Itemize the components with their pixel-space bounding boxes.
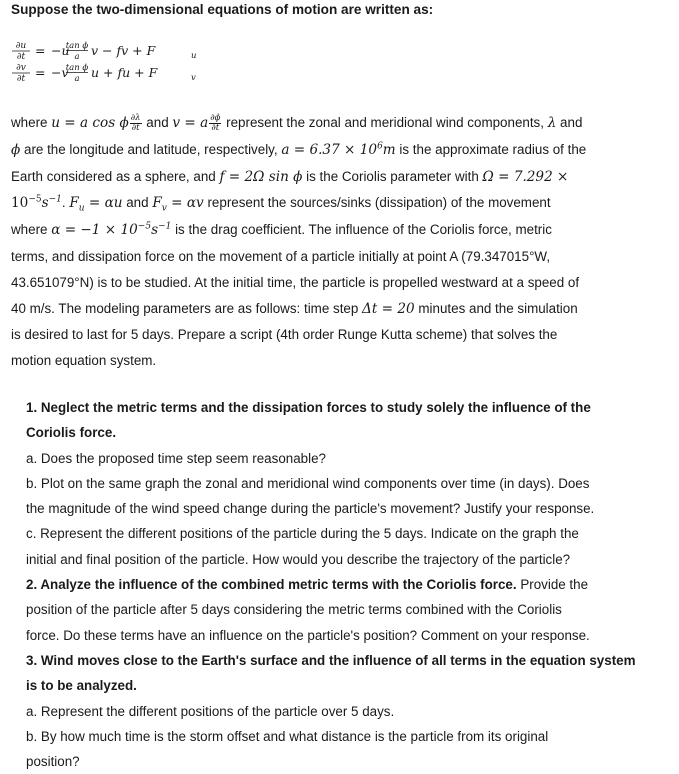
question-2-title: 2. Analyze the influence of the combined metric terms with the Coriolis force. <box>26 577 517 593</box>
eq-u-lhs-den: ∂t <box>16 52 26 62</box>
eq-u-equals: = <box>35 43 46 58</box>
question-2-cont: position of the particle after 5 days considering the metric terms combined with the Coriolis <box>26 602 562 618</box>
question-list <box>26 395 666 774</box>
eq-v-lhs-den: ∂t <box>16 74 26 84</box>
question-2-cont-2: force. Do these terms have an influence on the particle's position? Comment on your response. <box>26 627 590 643</box>
equation-v <box>12 63 196 84</box>
eq-u-frac-num: tan ϕ <box>65 41 89 51</box>
problem-heading: Suppose the two-dimensional equations of motion are written as: <box>11 2 434 17</box>
para-line-10: motion equation system. <box>11 353 157 369</box>
eq-u-term2: v − fv + F <box>91 43 156 58</box>
eq-v-term2-sub: v <box>191 73 196 83</box>
para-line-3: Earth considered as a sphere, and f = 2Ω sin ϕ is the Coriolis parameter with Ω = 7.292 × <box>11 168 569 185</box>
question-1b: b. Plot on the same graph the zonal and meridional wind components over time (in days). Does <box>26 475 590 491</box>
para-line-8: 40 m/s. The modeling parameters are as follows: time step Δt = 20 minutes and the simulation <box>11 300 578 317</box>
question-3-title: 3. Wind moves close to the Earth's surface and the influence of all terms in the equation system <box>26 652 636 668</box>
eq-u-frac-den: a <box>74 52 80 62</box>
fv-definition: $F_v = \alpha v$ <box>152 195 204 215</box>
dphi-dt: $\frac{\partial\phi}{\partial t}$ <box>210 112 221 133</box>
question-1c-cont: initial and final position of the particle. How would you describe the trajectory of the particle? <box>26 551 571 567</box>
question-3-title-cont: is to be analyzed. <box>26 678 137 694</box>
equation-u <box>12 41 196 62</box>
question-1-title: 1. Neglect the metric terms and the dissipation forces to study solely the influence of the <box>26 400 591 415</box>
dlambda-dt: $\frac{\partial\lambda}{\partial t}$ <box>130 112 141 133</box>
drag-coefficient: $\alpha = -1 \times 10^{-5}s^{-1}$ <box>51 221 172 239</box>
para-line-4: $10^{-5}s^{-1}$. $F_u = \alpha u$ and $F_v = \alpha v$ represent the sources/sinks (dissipation) of the movement <box>11 194 551 215</box>
eq-u-term2-sub: u <box>191 51 197 61</box>
eq-v-term2: u + fu + F <box>91 65 158 80</box>
para-line-2: ϕ are the longitude and latitude, respectively, $a = 6.37 \times 10^6m$ is the approximate radius of the <box>11 141 587 158</box>
eq-u-lhs-num: ∂u <box>15 41 27 51</box>
eq-v-equals: = <box>35 65 46 80</box>
question-3b-cont: position? <box>26 754 80 770</box>
fu-definition: $F_u = \alpha u$ <box>69 195 123 215</box>
question-1b-cont: the magnitude of the wind speed change during the particle's movement? Justify your response. <box>26 501 595 517</box>
para-line-5: where $\alpha = -1 \times 10^{-5}s^{-1}$ is the drag coefficient. The influence of the Coriolis force, metric <box>11 221 552 239</box>
question-2: 2. Analyze the influence of the combined metric terms with the Coriolis force. Provide the <box>26 577 589 593</box>
u-definition: u = a cos ϕ <box>51 115 129 131</box>
question-1-title-cont: Coriolis force. <box>26 425 117 441</box>
question-1c: c. Represent the different positions of the particle during the 5 days. Indicate on the graph the <box>26 526 579 542</box>
eq-v-frac-den: a <box>74 74 80 84</box>
para-line-6: terms, and dissipation force on the movement of a particle initially at point A (79.347015°W, <box>11 248 551 264</box>
eq-v-lhs-num: ∂v <box>16 63 26 73</box>
v-definition: v = a <box>172 115 209 131</box>
omega-value: Ω = 7.292 × <box>482 168 569 185</box>
eq-v-term1: −v <box>51 65 69 80</box>
problem-description <box>11 110 661 374</box>
eq-v-frac-num: tan ϕ <box>65 63 89 73</box>
equations-of-motion <box>11 38 311 94</box>
para-line-1: where u = a cos ϕ $\frac{\partial\lambda}{\partial t}$ and v = a $\frac{\partial\phi}{\partial t}$ represent the zonal and meridional wind components, λ and <box>11 112 583 133</box>
question-3b: b. By how much time is the storm offset and what distance is the particle from its original <box>26 728 549 744</box>
eq-u-term1: −u <box>51 43 70 58</box>
question-1a: a. Does the proposed time step seem reasonable? <box>26 450 326 466</box>
para-line-7: 43.651079°N) is to be studied. At the initial time, the particle is propelled westward at a speed of <box>11 274 580 290</box>
para-line-9: is desired to last for 5 days. Prepare a script (4th order Runge Kutta scheme) that solves the <box>11 327 558 343</box>
earth-radius: $a = 6.37 \times 10^6m$ <box>281 141 396 158</box>
question-3a: a. Represent the different positions of the particle over 5 days. <box>26 703 395 719</box>
time-step: Δt = 20 <box>362 300 415 317</box>
coriolis-definition: f = 2Ω sin ϕ <box>219 168 303 185</box>
